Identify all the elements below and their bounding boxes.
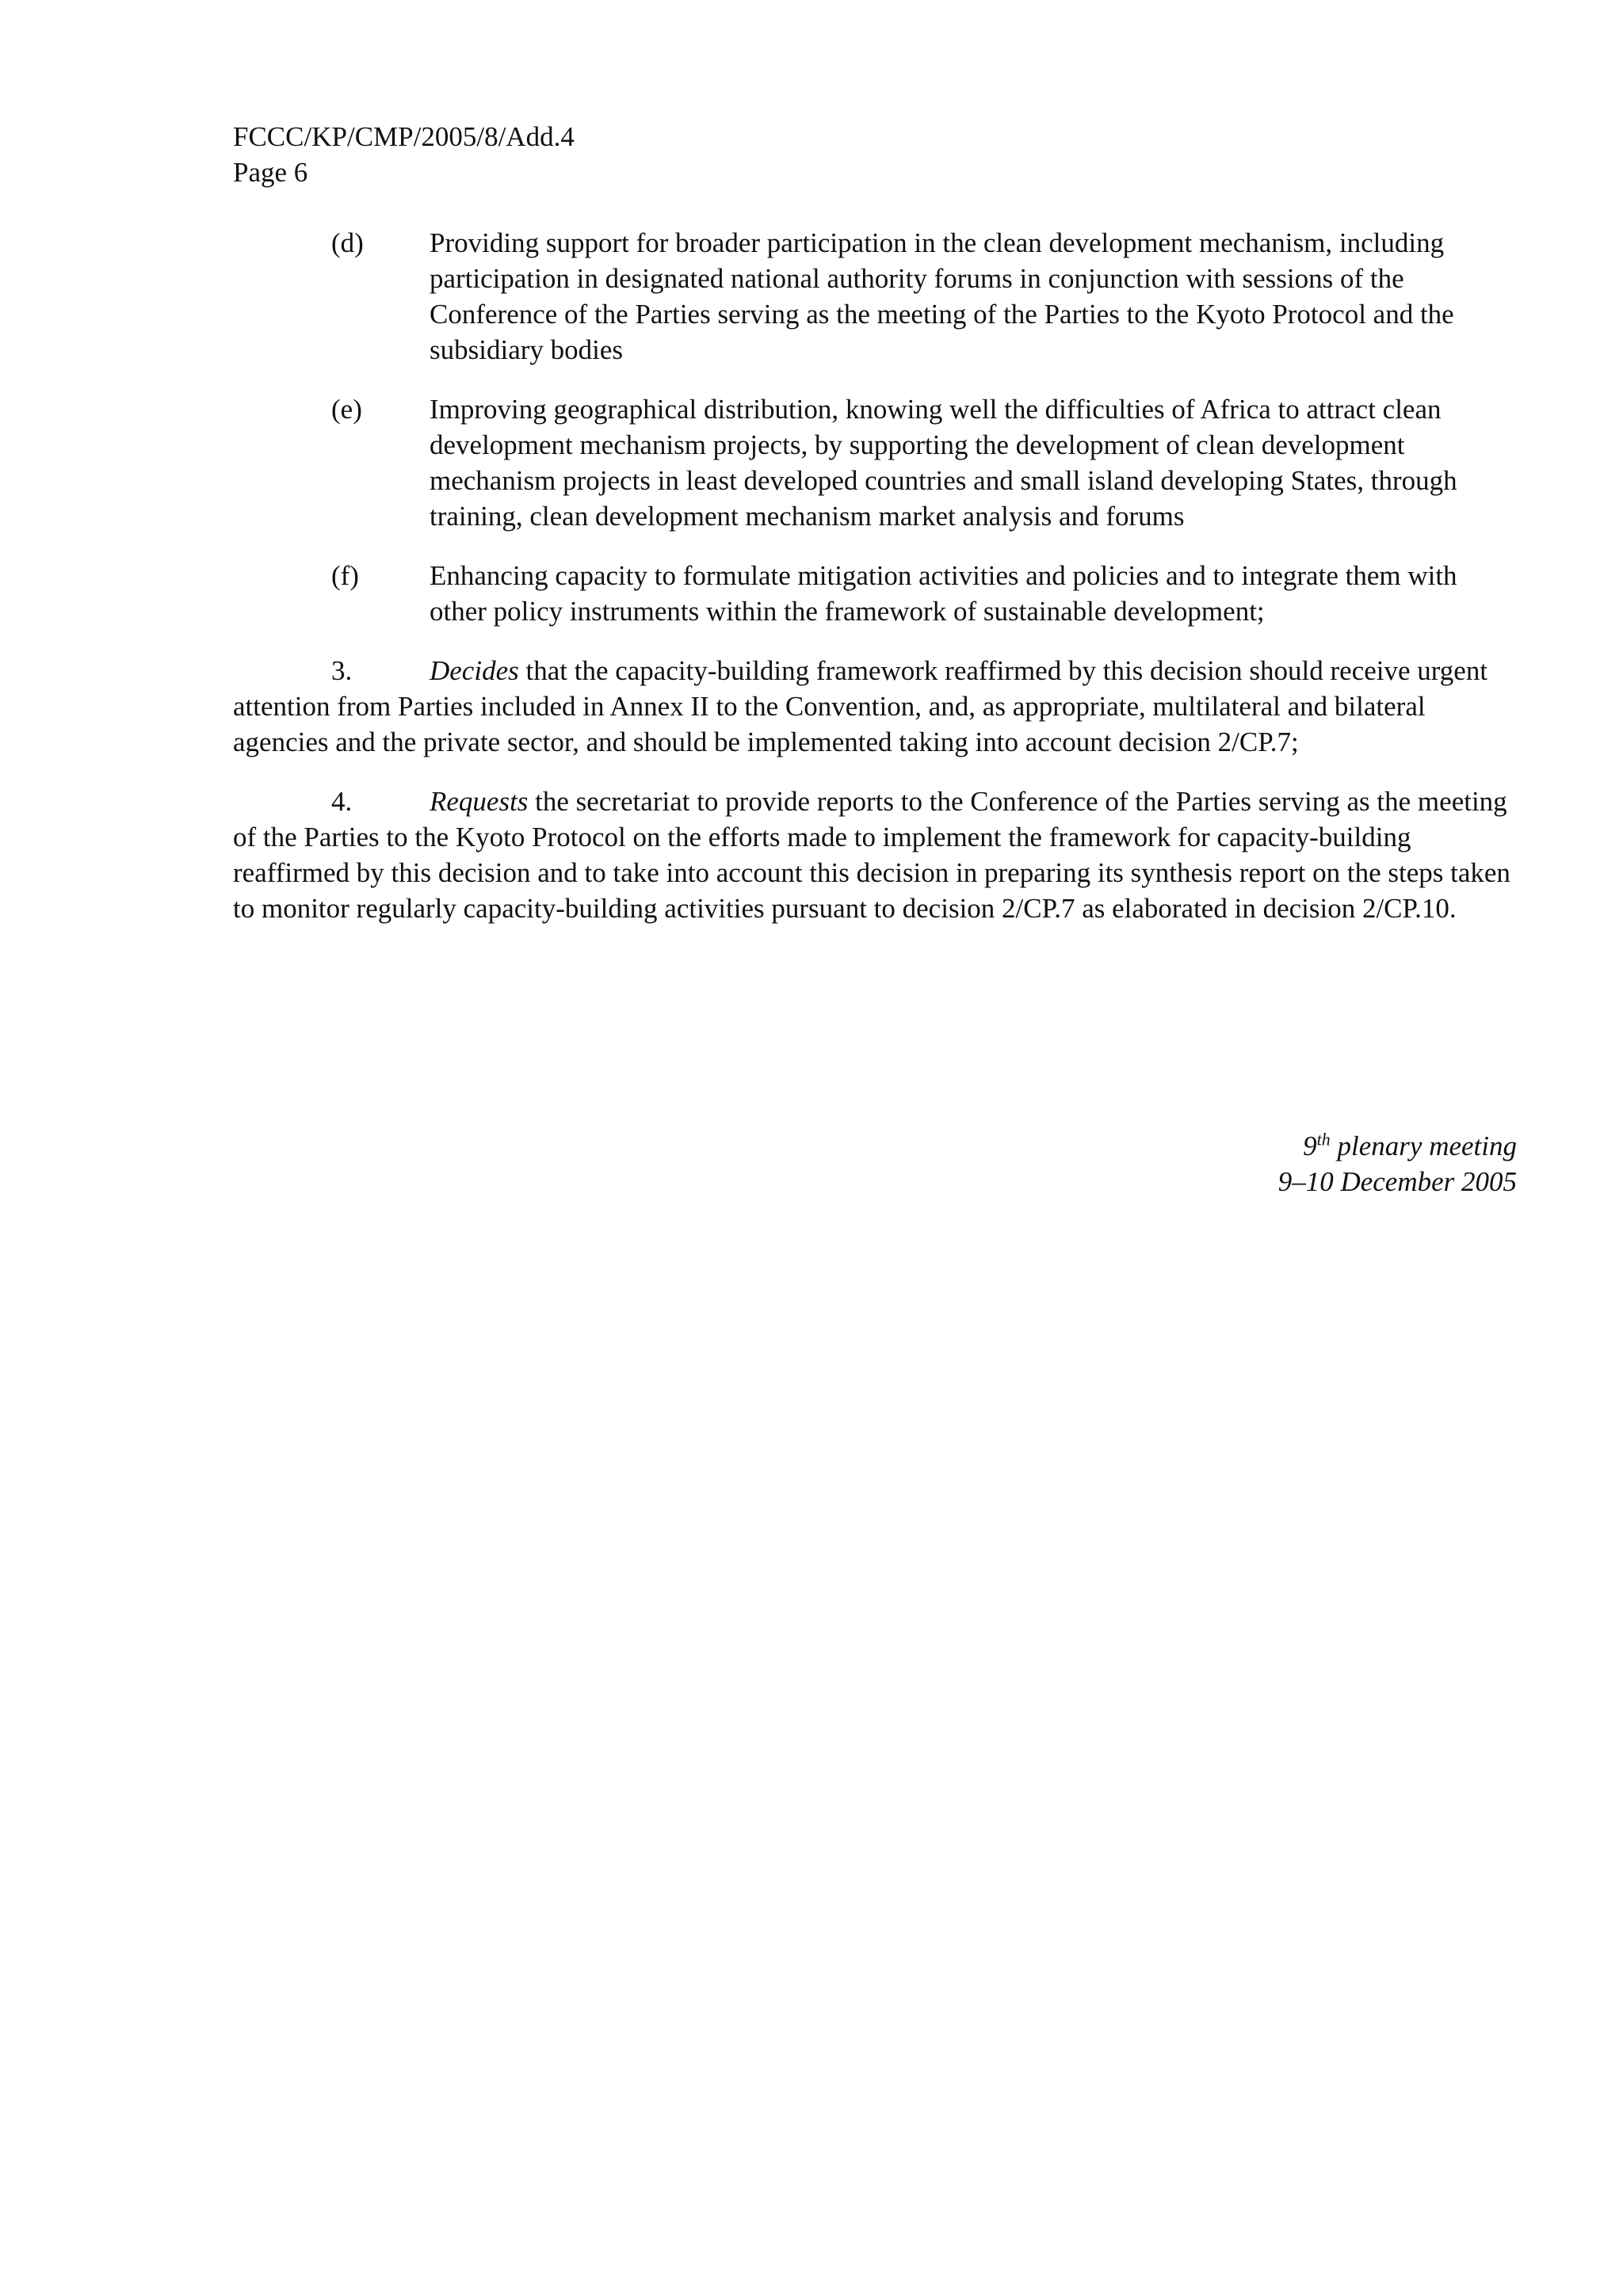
- meeting-name: 9th plenary meeting: [1303, 1129, 1517, 1161]
- meeting-date: 9–10 December 2005: [1277, 1166, 1517, 1197]
- list-item: [233, 225, 1517, 368]
- operative-paragraph: [233, 784, 1517, 926]
- list-item: [233, 558, 1517, 629]
- decision-body: [233, 225, 1517, 950]
- list-item: [233, 391, 1517, 534]
- document-symbol: FCCC/KP/CMP/2005/8/Add.4: [233, 121, 575, 152]
- document-header: [233, 119, 867, 190]
- list-item-label: (e): [331, 394, 362, 425]
- paragraph-keyword: Requests: [430, 786, 529, 817]
- operative-paragraph: [233, 653, 1517, 760]
- list-item-text: Enhancing capacity to formulate mitigation activities and policies and to integrate them with other policy instruments within the framework of sustainable development;: [430, 560, 1457, 627]
- list-item-label: (d): [331, 227, 364, 258]
- paragraph-text: the secretariat to provide reports to the Conference of the Parties serving as the meeting of the Parties to the Kyoto Protocol on the efforts made to implement the framework for capacity-building reaffirmed by this decision and to take into account this decision in preparing its synthesis report on the steps taken to monitor regularly capacity-building activities pursuant to decision 2/CP.7 as elaborated in decision 2/CP.10.: [233, 786, 1510, 924]
- paragraph-number: 3.: [331, 655, 353, 686]
- list-item-text: Providing support for broader participation in the clean development mechanism, including participation in designated national authority forums in conjunction with sessions of the Conference of the Parties serving as the meeting of the Parties to the Kyoto Protocol and the subsidiary bodies: [430, 227, 1454, 365]
- paragraph-text: that the capacity-building framework reaffirmed by this decision should receive urgent attention from Parties included in Annex II to the Convention, and, as appropriate, multilateral and bilateral agencies and the private sector, and should be implemented taking into account decision 2/CP.7;: [233, 655, 1488, 757]
- paragraph-number: 4.: [331, 786, 353, 817]
- paragraph-keyword: Decides: [430, 655, 519, 686]
- page-number: Page 6: [233, 157, 308, 188]
- ordinal-suffix: th: [1316, 1129, 1331, 1150]
- list-item-text: Improving geographical distribution, knowing well the difficulties of Africa to attract clean development mechanism projects, by supporting the development of clean development mechanism projects in least developed countries and small island developing States, through training, clean development mechanism market analysis and forums: [430, 394, 1457, 532]
- list-item-label: (f): [331, 560, 359, 591]
- meeting-signature: [1278, 1128, 1517, 1199]
